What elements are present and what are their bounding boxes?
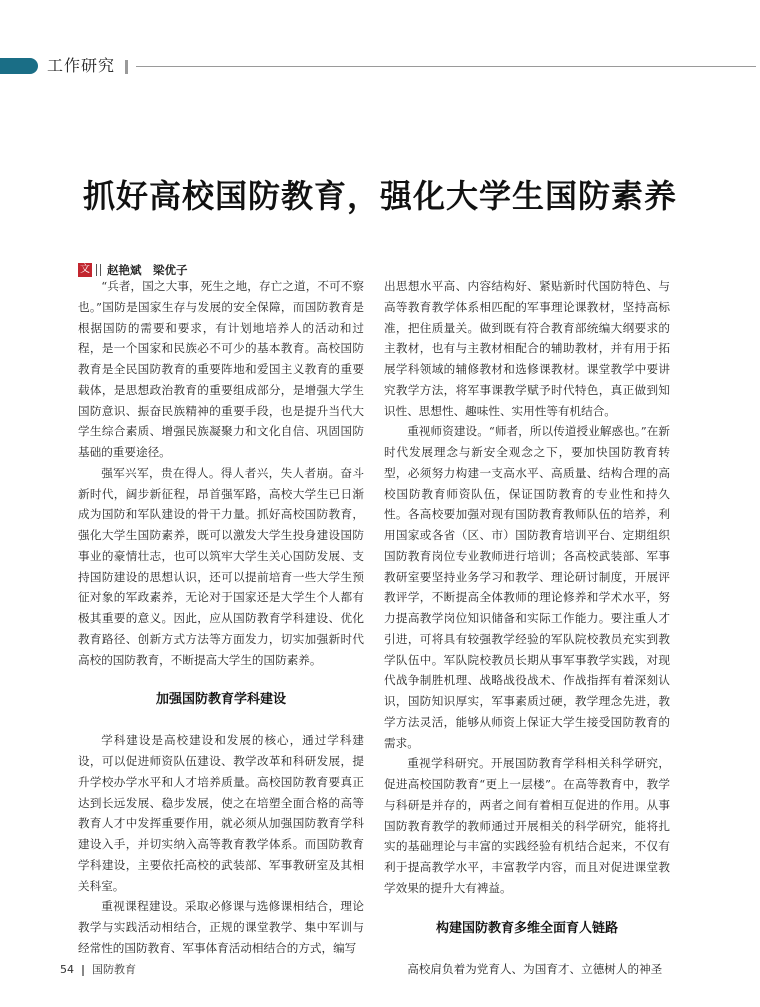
paragraph: 出思想水平高、内容结构好、紧贴新时代国防特色、与高等教育教学体系相匹配的军事理论课教材，坚持高标准，把住质量关。做到既有符合教育部统编大纲要求的主教材，也有与主教材相配合的辅助教材，并有用于拓展学科领域的辅修教材和选修课教材。课堂教学中要讲究教学方法，将军事课教学赋予时代特色，真正做到知识性、思想性、趣味性、实用性等有机结合。 (384, 279, 670, 418)
header-rule (136, 66, 756, 67)
paragraph: 学科建设是高校建设和发展的核心，通过学科建设，可以促进师资队伍建设、教学改革和科研发展，提升学校办学水平和人才培养质量。高校国防教育要真正达到长远发展、稳步发展，使之在培塑全面合格的高等教育人才中发挥重要作用，就必须从加强国防教育学科建设入手，并切实纳入高等教育教学体系。而国防教育学科建设，主要依托高校的武装部、军事教研室及其相关科室。 (78, 733, 364, 893)
article-title: 抓好高校国防教育，强化大学生国防素养 (82, 177, 677, 215)
authors: 赵艳斌 梁优子 (107, 263, 188, 277)
section-heading: 加强国防教育学科建设 (155, 692, 286, 708)
journal-name: 国防教育 (92, 963, 136, 976)
paragraph: 重视课程建设。采取必修课与选修课相结合，理论教学与实践活动相结合，正规的课堂教学、集中军训与经常性的国防教育、军事体育活动相结合的方式，编写 (78, 899, 364, 955)
paragraph: “兵者，国之大事，死生之地，存亡之道，不可不察也。”国防是国家生存与发展的安全保障，而国防教育是根据国防的需要和要求，有计划地培养人的活动和过程，是一个国家和民族必不可少的基本教育。高校国防教育是全民国防教育的重要阵地和爱国主义教育的重要载体，是思想政治教育的重要组成部分，是增强大学生国防意识、振奋民族精神的重要手段，也是提升当代大学生综合素质、增强民族凝聚力和文化自信、巩固国防基础的重要途径。 (78, 279, 364, 459)
byline-separator (96, 264, 101, 276)
paragraph: 重视师资建设。“师者，所以传道授业解惑也。”在新时代发展理念与新安全观念之下，要加快国防教育转型，必须努力构建一支高水平、高质量、结构合理的高校国防教育师资队伍，保证国防教育的专业性和持久性。各高校要加强对现有国防教育教师队伍的培养，利用国家或各省（区、市）国防教育培训平台、定期组织国防教育岗位专业教师进行培训；各高校武装部、军事教研室要坚持业务学习和教学、理论研讨制度，开展评教评学，不断提高全体教师的理论修养和学术水平，努力提高教学岗位知识储备和实际工作能力。要注重人才引进，可将具有较强教学经验的军队院校教员充实到教学队伍中。军队院校教员长期从事军事教学实践，对现代战争制胜机理、战略战役战术、作战指挥有着深刻认识，国防知识厚实，军事素质过硬，教学理念先进，教学方法灵活，能够从师资上保证大学生接受国防教育的需求。 (384, 424, 670, 750)
byline (78, 263, 188, 277)
footer-separator (82, 965, 84, 976)
section-label: 工作研究 (47, 56, 116, 75)
paragraph: 强军兴军，贵在得人。得人者兴，失人者崩。奋斗新时代，阔步新征程，昂首强军路，高校大学生已日渐成为国防和军队建设的骨干力量。抓好高校国防教育，强化大学生国防素养，既可以激发大学生投身建设国防事业的豪情壮志，也可以筑牢大学生关心国防发展、支持国防建设的思想认识，还可以提前培育一些大学生预征对象的军政素养，无论对于国家还是大学生个人都有极其重要的意义。因此，应从国防教育学科建设、优化教育路径、创新方式方法等方面发力，切实加强新时代高校的国防教育，不断提高大学生的国防素养。 (78, 465, 364, 667)
section-tab-bar (0, 58, 38, 74)
page-footer (60, 962, 136, 978)
right-column (384, 276, 670, 979)
paragraph: 高校肩负着为党育人、为国育才、立德树人的神圣 (407, 961, 663, 976)
section-heading: 构建国防教育多维全面育人链路 (435, 920, 618, 936)
section-separator (125, 60, 128, 74)
byline-mark: 文 (80, 264, 90, 275)
left-column (78, 276, 364, 959)
section-header (0, 56, 760, 78)
page-number: 54 (60, 963, 74, 976)
paragraph: 重视学科研究。开展国防教育学科相关科学研究，促进高校国防教育“更上一层楼”。在高等教育中，教学与科研是并存的，两者之间有着相互促进的作用。从事国防教育教学的教师通过开展相关的科学研究，能将扎实的基础理论与丰富的实践经验有机结合起来，不仅有利于提高教学水平，丰富教学内容，而且对促进课堂教学效果的提升大有裨益。 (384, 756, 670, 895)
